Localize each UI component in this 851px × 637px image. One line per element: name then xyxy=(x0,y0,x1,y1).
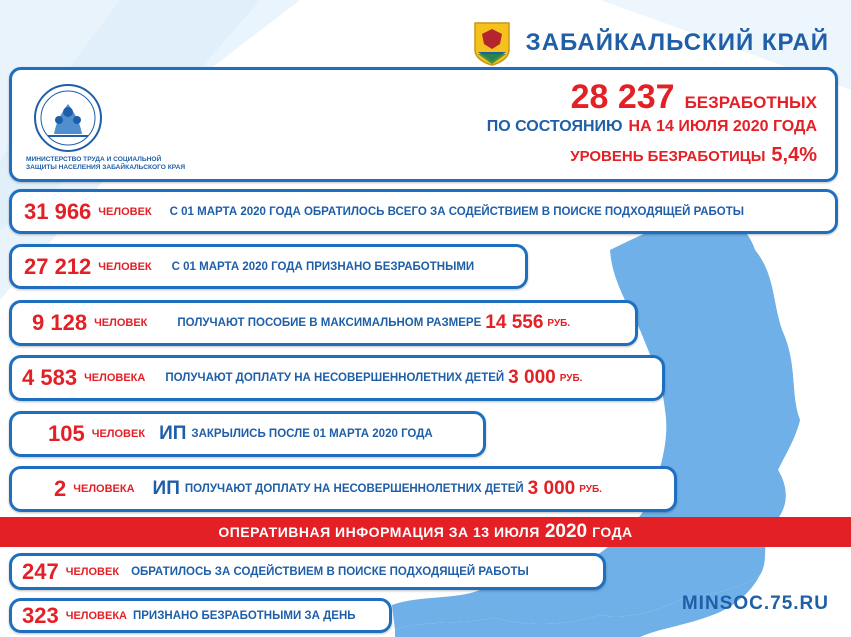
stat-amount: 14 556 xyxy=(485,312,544,333)
daily-description: ПРИЗНАНО БЕЗРАБОТНЫМИ ЗА ДЕНЬ xyxy=(133,609,356,622)
stat-value: 2 xyxy=(54,476,67,501)
stat-description: ПОЛУЧАЮТ ДОПЛАТУ НА НЕСОВЕРШЕННОЛЕТНИХ ДЕТЕЙ xyxy=(165,372,505,384)
region-emblem-icon xyxy=(472,20,512,66)
stat-value: 9 128 xyxy=(32,310,88,335)
stat-value: 27 212 xyxy=(24,253,92,279)
daily-description: ОБРАТИЛОСЬ ЗА СОДЕЙСТВИЕМ В ПОИСКЕ ПОДХОДЯЩЕЙ РАБОТЫ xyxy=(131,565,529,578)
stat-currency: РУБ. xyxy=(559,372,583,384)
daily-value: 247 xyxy=(22,558,59,584)
stat-value: 31 966 xyxy=(24,198,92,224)
stat-row-applied xyxy=(9,189,838,234)
stat-value: 105 xyxy=(48,421,85,446)
stat-row-child-supplement xyxy=(9,355,665,401)
unemployment-rate-value: 5,4% xyxy=(771,144,817,166)
ministry-name-line1: МИНИСТЕРСТВО ТРУДА И СОЦИАЛЬНОЙ xyxy=(26,156,162,163)
daily-row-applied xyxy=(9,553,606,590)
as-of-prefix: ПО СОСТОЯНИЮ xyxy=(486,118,623,135)
daily-unit: ЧЕЛОВЕК xyxy=(65,565,120,578)
website-link[interactable]: MINSOC.75.RU xyxy=(681,593,829,614)
as-of-date xyxy=(487,118,817,136)
total-unemployed-label: БЕЗРАБОТНЫХ xyxy=(684,93,817,112)
stat-row-max-benefit xyxy=(9,300,638,346)
stat-ip-label: ИП xyxy=(152,478,180,499)
stat-amount: 3 000 xyxy=(508,367,556,388)
stat-unit: ЧЕЛОВЕКА xyxy=(84,372,146,384)
daily-unit: ЧЕЛОВЕКА xyxy=(65,609,127,622)
stat-ip-label: ИП xyxy=(159,423,187,444)
daily-value: 323 xyxy=(22,602,59,628)
summary-panel xyxy=(9,67,838,182)
stat-currency: РУБ. xyxy=(547,317,571,329)
unemployment-rate-label: УРОВЕНЬ БЕЗРАБОТИЦЫ xyxy=(570,148,766,165)
stat-row-ip-child-supplement xyxy=(9,466,677,512)
unemployment-rate xyxy=(570,144,817,167)
stat-description: ПОЛУЧАЮТ ПОСОБИЕ В МАКСИМАЛЬНОМ РАЗМЕРЕ xyxy=(177,317,482,329)
stat-value: 4 583 xyxy=(22,365,78,390)
total-unemployed-value: 28 237 xyxy=(570,78,675,116)
region-name: ЗАБАЙКАЛЬСКИЙ КРАЙ xyxy=(525,29,829,56)
header xyxy=(472,20,829,66)
banner-year: 2020 xyxy=(544,521,588,542)
stat-unit: ЧЕЛОВЕК xyxy=(91,428,146,440)
as-of-date-value: НА 14 ИЮЛЯ 2020 ГОДА xyxy=(628,118,817,135)
stat-currency: РУБ. xyxy=(579,483,602,495)
banner-prefix: ОПЕРАТИВНАЯ ИНФОРМАЦИЯ ЗА 13 ИЮЛЯ xyxy=(218,524,540,540)
stat-row-recognized xyxy=(9,244,528,289)
ministry-name-line2: ЗАЩИТЫ НАСЕЛЕНИЯ ЗАБАЙКАЛЬСКОГО КРАЯ xyxy=(26,164,186,171)
ministry-logo-icon xyxy=(32,82,104,154)
stat-description: С 01 МАРТА 2020 ГОДА ОБРАТИЛОСЬ ВСЕГО ЗА СОДЕЙСТВИЕМ В ПОИСКЕ ПОДХОДЯЩЕЙ РАБОТЫ xyxy=(169,205,745,218)
stat-unit: ЧЕЛОВЕКА xyxy=(73,483,135,495)
stat-amount: 3 000 xyxy=(527,478,576,499)
stat-description: ПОЛУЧАЮТ ДОПЛАТУ НА НЕСОВЕРШЕННОЛЕТНИХ ДЕТЕЙ xyxy=(184,483,524,495)
stat-unit: ЧЕЛОВЕК xyxy=(94,317,148,329)
stat-description: ЗАКРЫЛИСЬ ПОСЛЕ 01 МАРТА 2020 ГОДА xyxy=(191,428,433,440)
ministry-name xyxy=(26,156,185,172)
stat-unit: ЧЕЛОВЕК xyxy=(98,205,152,218)
operational-info-banner xyxy=(0,517,851,547)
total-unemployed xyxy=(571,78,817,117)
stat-unit: ЧЕЛОВЕК xyxy=(98,260,152,273)
stat-row-ip-closed xyxy=(9,411,486,457)
daily-row-recognized xyxy=(9,598,392,633)
banner-suffix: ГОДА xyxy=(592,524,633,540)
stat-description: С 01 МАРТА 2020 ГОДА ПРИЗНАНО БЕЗРАБОТНЫМИ xyxy=(171,260,475,273)
